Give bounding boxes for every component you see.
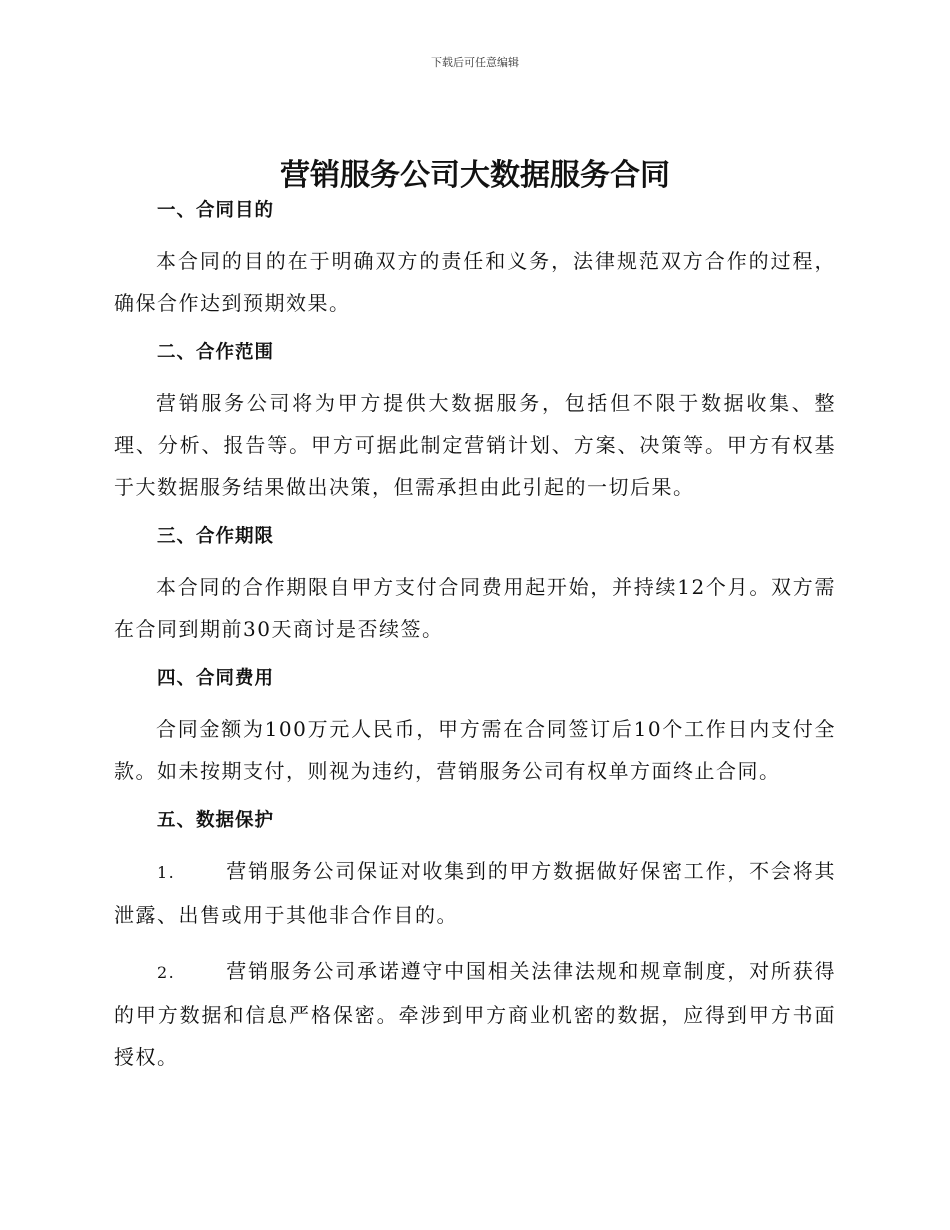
section-heading-data-protection: 五、数据保护 [157, 810, 275, 831]
list-item [114, 850, 836, 936]
section-heading-term: 三、合作期限 [157, 526, 275, 547]
section-heading-purpose: 一、合同目的 [157, 200, 275, 221]
list-item [114, 950, 836, 1078]
section-paragraph-fees: 合同金额为100万元人民币，甲方需在合同签订后10个工作日内支付全款。如未按期支付，则视为违约，营销服务公司有权单方面终止合同。 [114, 717, 836, 783]
list-item-text: 营销服务公司承诺遵守中国相关法律法规和规章制度，对所获得的甲方数据和信息严格保密。牵涉到甲方商业机密的数据，应得到甲方书面授权。 [114, 959, 836, 1069]
document-title: 营销服务公司大数据服务合同 [280, 158, 670, 193]
list-item-text: 营销服务公司保证对收集到的甲方数据做好保密工作，不会将其泄露、出售或用于其他非合作目的。 [114, 859, 836, 927]
section-heading-fees: 四、合同费用 [157, 668, 275, 689]
section-paragraph-purpose: 本合同的目的在于明确双方的责任和义务，法律规范双方合作的过程，确保合作达到预期效果。 [114, 249, 836, 315]
header-note: 下载后可任意编辑 [431, 56, 519, 69]
list-item-number: 2. [157, 963, 176, 982]
section-paragraph-scope: 营销服务公司将为甲方提供大数据服务，包括但不限于数据收集、整理、分析、报告等。甲方可据此制定营销计划、方案、决策等。甲方有权基于大数据服务结果做出决策，但需承担由此引起的一切后果。 [114, 391, 836, 499]
list-item-number: 1. [157, 863, 176, 882]
section-heading-scope: 二、合作范围 [157, 342, 275, 363]
document-body [114, 196, 836, 1078]
section-paragraph-term: 本合同的合作期限自甲方支付合同费用起开始，并持续12个月。双方需在合同到期前30天商讨是否续签。 [114, 575, 836, 641]
